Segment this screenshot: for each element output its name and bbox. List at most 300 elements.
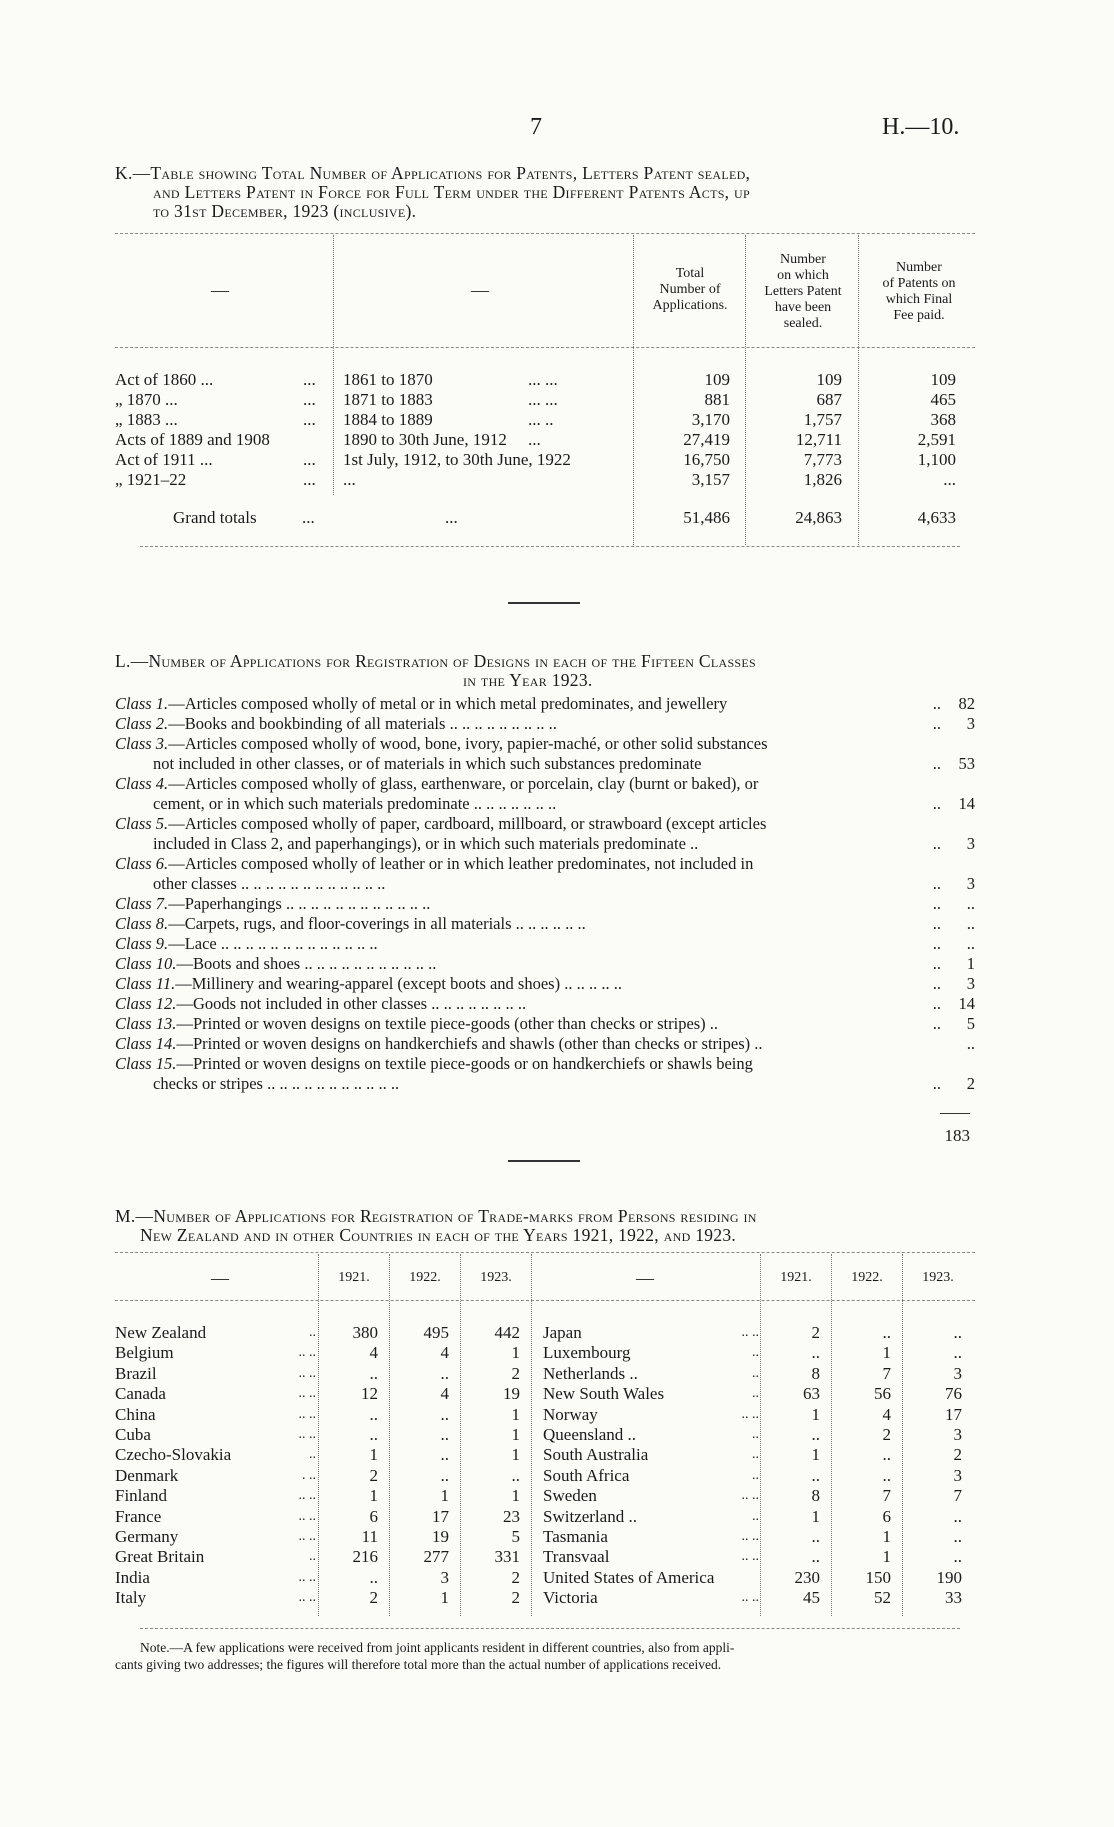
m-1923: 76 [945, 1384, 962, 1404]
m-1921: 8 [811, 1486, 820, 1506]
m-1923: 1 [511, 1486, 520, 1506]
k-head-sealed-3: Letters Patent [764, 284, 842, 299]
l-class-line [115, 914, 915, 934]
l-class-line [115, 854, 915, 874]
m-1921: .. [811, 1547, 820, 1567]
k-row-final: 1,100 [917, 450, 956, 469]
m-country-dots: .. .. [741, 1590, 759, 1606]
l-class-label: Class 1. [115, 694, 169, 713]
m-country-dots: .. .. [298, 1590, 316, 1606]
l-class-row [115, 1034, 975, 1054]
m-country-dots: .. [752, 1447, 759, 1463]
l-class-row [115, 954, 975, 974]
m-country: Finland [115, 1486, 167, 1506]
l-class-value: 1 [966, 954, 975, 973]
m-1921: .. [369, 1425, 378, 1444]
l-class-value: .. [966, 894, 975, 913]
l-class-line [115, 714, 915, 734]
k-row-period: 1884 to 1889 [343, 410, 433, 429]
page-number: 7 [530, 114, 542, 140]
l-class-row [115, 854, 975, 894]
m-country-dots: .. [752, 1345, 759, 1361]
m-country-dots: . .. [302, 1467, 316, 1483]
l-class-line [115, 1034, 915, 1054]
m-country: Brazil [115, 1363, 157, 1383]
m-country: South Australia [543, 1445, 649, 1465]
m-country: Italy [115, 1588, 147, 1608]
m-1921: 1 [369, 1445, 378, 1465]
m-1923: 2 [953, 1445, 962, 1465]
m-head-1923-right: 1923. [922, 1270, 954, 1285]
l-class-label: Class 15. [115, 1054, 177, 1073]
k-row-act: Act of 1911 ... [115, 450, 213, 469]
k-head-sealed-4: have been [774, 300, 832, 315]
m-1921: 2 [369, 1465, 378, 1485]
m-1922: 52 [874, 1588, 891, 1608]
k-col-sep-3 [745, 235, 746, 545]
k-grand-label: Grand totals [173, 508, 257, 527]
k-row-final: 109 [930, 370, 956, 389]
k-row-period-dots: ... [528, 430, 541, 449]
m-1922: 4 [440, 1384, 449, 1404]
k-row-total: 16,750 [683, 450, 730, 469]
k-head-col2: — [471, 280, 489, 300]
m-1923: .. [511, 1465, 520, 1485]
l-class-dots: .. [932, 934, 941, 953]
k-row-sealed: 1,757 [803, 410, 842, 429]
m-country-dots: .. .. [298, 1427, 316, 1442]
m-country-dots: .. .. [298, 1365, 316, 1381]
l-class-cont: cement, or in which such materials predominate .. .. .. .. .. .. .. [153, 794, 557, 813]
m-country-dots: .. [309, 1447, 316, 1463]
l-class-cont: not included in other classes, or of materials in which such substances predominate [153, 754, 702, 773]
m-country-dots: .. [309, 1549, 316, 1565]
l-class-desc: —Boots and shoes .. .. .. .. .. .. .. .. .. .. .. [176, 954, 437, 973]
l-class-value: 53 [958, 754, 975, 773]
k-head-total-2: Number of [659, 282, 721, 297]
l-class-value: 3 [966, 834, 975, 853]
l-class-desc: —Articles composed wholly of paper, cardboard, millboard, or strawboard (except articles [168, 814, 767, 833]
m-1923: .. [953, 1343, 962, 1363]
l-class-desc: —Articles composed wholly of glass, earthenware, or porcelain, clay (burnt or baked), or [168, 774, 759, 793]
k-row-act-dots: ... [303, 370, 316, 389]
k-row-act: „ 1883 ... [115, 410, 178, 429]
l-class-dots: .. [932, 1074, 941, 1093]
m-country: Czecho-Slovakia [115, 1445, 232, 1465]
m-head-1923-left: 1923. [480, 1270, 512, 1285]
l-class-value: 3 [966, 714, 975, 733]
l-class-value: 14 [958, 994, 975, 1013]
l-class-value: 2 [966, 1074, 975, 1093]
m-1921: 230 [794, 1567, 820, 1587]
m-1921: 8 [811, 1363, 820, 1383]
m-1921: 216 [352, 1547, 378, 1567]
m-head-1922-right: 1922. [851, 1270, 883, 1285]
k-row-period-dots: ... ... [528, 390, 558, 409]
k-row-total: 3,157 [691, 470, 730, 489]
k-row-total: 3,170 [691, 410, 730, 429]
l-class-row [115, 774, 975, 814]
m-1921: .. [811, 1465, 820, 1485]
l-class-label: Class 11. [115, 974, 176, 993]
l-class-line [115, 894, 915, 914]
l-class-desc: —Articles composed wholly of leather or in which leather predominates, not included in [168, 854, 754, 873]
m-1921: .. [369, 1404, 378, 1424]
k-row-act-dots: ... [303, 410, 316, 429]
m-country-dots: .. .. [298, 1508, 316, 1524]
m-bottom-rule [140, 1628, 960, 1629]
m-1922: .. [882, 1465, 891, 1485]
l-class-cont: other classes .. .. .. .. .. .. .. .. .. .. .. .. [153, 874, 386, 893]
l-class-value: .. [966, 1034, 975, 1053]
k-grand-dots: ... [302, 508, 315, 527]
m-country-dots: .. .. [298, 1529, 316, 1544]
m-sep-7 [902, 1254, 903, 1616]
l-title-line2: in the Year 1923. [463, 670, 593, 690]
m-country: Netherlands .. [543, 1363, 638, 1383]
m-1922: 17 [432, 1506, 449, 1526]
l-class-dots: .. [932, 994, 941, 1013]
m-1923: 2 [511, 1363, 520, 1383]
l-class-desc: —Goods not included in other classes .. .. .. .. .. .. .. .. [176, 994, 527, 1013]
m-1923: 5 [511, 1527, 520, 1546]
m-country: Germany [115, 1527, 179, 1546]
m-country-dots: .. .. [741, 1549, 759, 1565]
k-row-total: 109 [704, 370, 730, 389]
m-country: Transvaal [543, 1547, 610, 1567]
k-row-act-dots: ... [303, 470, 316, 489]
l-class-desc: —Printed or woven designs on handkerchiefs and shawls (other than checks or stripes) .. [176, 1034, 763, 1053]
m-1921: 45 [803, 1588, 820, 1608]
m-country: Sweden [543, 1486, 597, 1506]
k-row-act: Act of 1860 ... [115, 370, 214, 389]
l-class-line [115, 974, 915, 994]
m-country: Belgium [115, 1343, 174, 1363]
m-title-line2: New Zealand and in other Countries in each of the Years 1921, 1922, and 1923. [140, 1225, 737, 1245]
m-1922: 2 [882, 1425, 891, 1444]
k-row-final: 2,591 [917, 430, 956, 449]
m-country-dots: .. .. [298, 1569, 316, 1585]
k-row-act-dots: ... [303, 450, 316, 469]
k-row-act: Acts of 1889 and 1908 [115, 430, 270, 449]
k-grand-final: 4,633 [917, 508, 956, 527]
page-code: H.—10. [882, 114, 960, 140]
m-sep-4 [531, 1254, 532, 1616]
l-class-row [115, 914, 975, 934]
m-1921: .. [369, 1363, 378, 1383]
k-head-final-1: Number [896, 260, 942, 275]
l-class-dots: .. [932, 1014, 941, 1033]
m-1922: 56 [874, 1384, 891, 1404]
m-1923: .. [953, 1506, 962, 1526]
m-note-line2: cants giving two addresses; the figures will therefore total more than the actual number of applications received. [115, 1657, 722, 1672]
l-class-desc: —Lace .. .. .. .. .. .. .. .. .. .. .. .. .. [168, 934, 378, 953]
m-country-dots: .. [752, 1365, 759, 1381]
l-class-desc: —Carpets, rugs, and floor-coverings in all materials .. .. .. .. .. .. [168, 914, 586, 933]
l-class-row [115, 1054, 975, 1094]
m-1921: .. [811, 1425, 820, 1444]
m-1922: 4 [882, 1404, 891, 1424]
l-class-label: Class 5. [115, 814, 169, 833]
m-top-rule [115, 1252, 975, 1253]
l-class-dots: .. [932, 694, 941, 713]
m-sep-2 [389, 1254, 390, 1616]
k-row-period-dots: ... ... [528, 370, 558, 389]
l-class-dots: .. [932, 974, 941, 993]
l-class-desc: —Printed or woven designs on textile piece-goods (other than checks or stripes) .. [176, 1014, 719, 1033]
l-class-line [115, 734, 915, 754]
m-1923: 1 [511, 1445, 520, 1465]
l-class-line [115, 1054, 915, 1074]
l-class-label: Class 12. [115, 994, 177, 1013]
m-1921: 11 [361, 1527, 378, 1546]
m-1922: .. [440, 1363, 449, 1383]
m-1922: 1 [882, 1527, 891, 1546]
m-head-dash-right: — [636, 1268, 654, 1288]
l-class-dots: .. [932, 894, 941, 913]
k-head-sealed-2: on which [777, 268, 829, 283]
l-class-desc: —Articles composed wholly of metal or in which metal predominates, and jewellery [168, 694, 728, 713]
m-1921: 6 [369, 1506, 378, 1526]
k-row-act: „ 1921–22 [115, 470, 187, 489]
m-country: Japan [543, 1323, 582, 1342]
l-class-row [115, 714, 975, 734]
l-class-value: .. [966, 934, 975, 953]
l-class-line [115, 994, 915, 1014]
m-country-dots: .. .. [298, 1345, 316, 1361]
k-grand-total: 51,486 [683, 508, 730, 527]
l-class-label: Class 7. [115, 894, 169, 913]
m-sep-5 [760, 1254, 761, 1616]
l-class-label: Class 3. [115, 734, 169, 753]
m-country: South Africa [543, 1465, 630, 1485]
m-1921: 2 [369, 1588, 378, 1608]
l-class-dots: .. [932, 874, 941, 893]
m-1921: 1 [811, 1404, 820, 1424]
k-bottom-rule [140, 546, 960, 547]
m-1921: 2 [811, 1323, 820, 1342]
l-class-dots: .. [932, 914, 941, 933]
m-1923: 19 [503, 1384, 520, 1404]
m-1922: .. [440, 1465, 449, 1485]
m-1923: 3 [953, 1465, 962, 1485]
m-head-1922-left: 1922. [409, 1270, 441, 1285]
m-header-rule [115, 1300, 975, 1301]
k-row-period-dots: ... .. [528, 410, 554, 429]
m-country-dots: .. .. [741, 1529, 759, 1544]
m-1921: 12 [361, 1384, 378, 1404]
k-col-sep-1 [333, 235, 334, 495]
k-col-sep-2 [633, 235, 634, 545]
l-class-label: Class 6. [115, 854, 169, 873]
l-class-label: Class 14. [115, 1034, 177, 1053]
m-1922: 1 [440, 1588, 449, 1608]
m-head-dash-left: — [211, 1268, 229, 1288]
k-head-final [860, 260, 978, 324]
l-class-cont: checks or stripes .. .. .. .. .. .. .. .. .. .. .. [153, 1074, 400, 1093]
l-class-row [115, 894, 975, 914]
m-country-dots: .. .. [741, 1325, 759, 1340]
l-class-row [115, 734, 975, 774]
k-head-sealed-1: Number [780, 252, 826, 267]
m-1923: 2 [511, 1588, 520, 1608]
l-class-dots: .. [932, 954, 941, 973]
l-class-value: 5 [966, 1014, 975, 1033]
l-class-desc: —Printed or woven designs on textile piece-goods or on handkerchiefs or shawls being [176, 1054, 753, 1073]
m-1923: 33 [945, 1588, 962, 1608]
k-row-sealed: 109 [816, 370, 842, 389]
m-1923: .. [953, 1547, 962, 1567]
k-row-final: ... [943, 470, 956, 489]
k-grand-mid: ... [445, 508, 458, 527]
m-1923: 442 [494, 1323, 520, 1342]
l-class-line [115, 774, 915, 794]
l-class-row [115, 1014, 975, 1034]
m-1923: 2 [511, 1567, 520, 1587]
k-row-sealed: 1,826 [803, 470, 842, 489]
l-class-line [115, 814, 915, 834]
l-class-label: Class 8. [115, 914, 169, 933]
l-class-label: Class 9. [115, 934, 169, 953]
k-title-line1: K.—Table showing Total Number of Applications for Patents, Letters Patent sealed, [115, 163, 751, 183]
m-country-dots: .. [752, 1386, 759, 1402]
m-country: Tasmania [543, 1527, 608, 1546]
m-country: New Zealand [115, 1323, 207, 1342]
k-head-final-2: of Patents on [882, 276, 956, 291]
k-title-line2: and Letters Patent in Force for Full Term under the Different Patents Acts, up [153, 182, 750, 202]
m-country-dots: .. [752, 1427, 759, 1442]
m-country-dots: .. [752, 1508, 759, 1524]
section-divider-1 [508, 602, 580, 604]
k-row-sealed: 12,711 [795, 430, 842, 449]
m-1922: 7 [882, 1486, 891, 1506]
m-1923: 1 [511, 1404, 520, 1424]
l-class-value: 14 [958, 794, 975, 813]
m-title-line1: M.—Number of Applications for Registration of Trade-marks from Persons residing in [115, 1206, 757, 1226]
k-head-total-1: Total [675, 266, 705, 281]
m-1923: 190 [936, 1567, 962, 1587]
k-head-total [635, 266, 745, 314]
m-1923: 23 [503, 1506, 520, 1526]
m-country: China [115, 1404, 156, 1424]
m-1923: 331 [494, 1547, 520, 1567]
l-class-label: Class 2. [115, 714, 169, 733]
m-country-dots: .. .. [741, 1488, 759, 1504]
k-row-final: 368 [930, 410, 956, 429]
m-1922: 1 [882, 1547, 891, 1567]
k-row-sealed: 687 [816, 390, 842, 409]
m-1922: 6 [882, 1506, 891, 1526]
m-country: New South Wales [543, 1384, 665, 1404]
m-1922: 4 [440, 1343, 449, 1363]
l-class-dots: .. [932, 714, 941, 733]
k-row-act: „ 1870 ... [115, 390, 178, 409]
m-1921: 4 [369, 1343, 378, 1363]
m-sep-6 [831, 1254, 832, 1616]
m-1922: 19 [432, 1527, 449, 1546]
l-class-row [115, 934, 975, 954]
m-1922: .. [440, 1404, 449, 1424]
k-row-period: 1890 to 30th June, 1912 [343, 430, 507, 449]
m-1922: 150 [865, 1567, 891, 1587]
l-class-desc: —Paperhangings .. .. .. .. .. .. .. .. .. .. .. .. [168, 894, 431, 913]
k-title-line3: to 31st December, 1923 (inclusive). [153, 201, 417, 221]
m-country-dots: .. .. [298, 1386, 316, 1402]
m-1923: 7 [953, 1486, 962, 1506]
m-country: Luxembourg [543, 1343, 631, 1363]
m-head-1921-right: 1921. [780, 1270, 812, 1285]
k-head-col1: — [211, 280, 229, 300]
k-row-total: 27,419 [683, 430, 730, 449]
m-1923: 1 [511, 1343, 520, 1363]
l-class-desc: —Millinery and wearing-apparel (except boots and shoes) .. .. .. .. .. [175, 974, 622, 993]
k-head-sealed-5: sealed. [783, 316, 823, 331]
m-1921: .. [811, 1343, 820, 1363]
k-row-period: 1861 to 1870 [343, 370, 433, 389]
k-row-sealed: 7,773 [803, 450, 842, 469]
l-class-row [115, 694, 975, 714]
l-class-value: 3 [966, 974, 975, 993]
k-row-final: 465 [930, 390, 956, 409]
m-1921: .. [369, 1567, 378, 1587]
m-country: Queensland .. [543, 1425, 637, 1444]
k-row-period: 1871 to 1883 [343, 390, 433, 409]
m-country-dots: .. .. [298, 1406, 316, 1422]
m-1923: 3 [953, 1363, 962, 1383]
l-class-desc: —Books and bookbinding of all materials .. .. .. .. .. .. .. .. .. [168, 714, 557, 733]
m-1922: 1 [882, 1343, 891, 1363]
m-country-dots: .. .. [741, 1406, 759, 1422]
m-country: Switzerland .. [543, 1506, 637, 1526]
k-top-rule [115, 233, 975, 234]
m-sep-1 [318, 1254, 319, 1616]
k-grand-sealed: 24,863 [795, 508, 842, 527]
m-1921: 1 [369, 1486, 378, 1506]
m-head-1921-left: 1921. [338, 1270, 370, 1285]
m-1921: 1 [811, 1506, 820, 1526]
m-1921: 63 [803, 1384, 820, 1404]
l-class-dots: .. [932, 794, 941, 813]
m-country: Great Britain [115, 1547, 205, 1567]
l-class-line [115, 934, 915, 954]
m-country: India [115, 1567, 150, 1587]
m-sep-3 [460, 1254, 461, 1616]
l-class-line [115, 694, 915, 714]
m-1922: 3 [440, 1567, 449, 1587]
k-row-period: ... [343, 470, 356, 489]
m-1922: .. [440, 1425, 449, 1444]
k-head-final-4: Fee paid. [893, 308, 945, 323]
m-1921: 380 [352, 1323, 378, 1342]
l-title-line1: L.—Number of Applications for Registration of Designs in each of the Fifteen Classes [115, 651, 757, 671]
m-1921: .. [811, 1527, 820, 1546]
m-country-dots: .. [309, 1325, 316, 1340]
m-1923: 3 [953, 1425, 962, 1444]
l-class-line [115, 954, 915, 974]
l-class-desc: —Articles composed wholly of wood, bone, ivory, papier-maché, or other solid substances [168, 734, 768, 753]
m-1922: .. [882, 1445, 891, 1465]
l-class-row [115, 974, 975, 994]
l-class-value: 82 [958, 694, 975, 713]
m-1922: .. [882, 1323, 891, 1342]
l-class-label: Class 4. [115, 774, 169, 793]
m-country: France [115, 1506, 162, 1526]
k-head-final-3: which Final [885, 292, 953, 307]
l-class-value: .. [966, 914, 975, 933]
k-row-total: 881 [704, 390, 730, 409]
m-country: Denmark [115, 1465, 179, 1485]
k-head-total-3: Applications. [652, 298, 728, 313]
